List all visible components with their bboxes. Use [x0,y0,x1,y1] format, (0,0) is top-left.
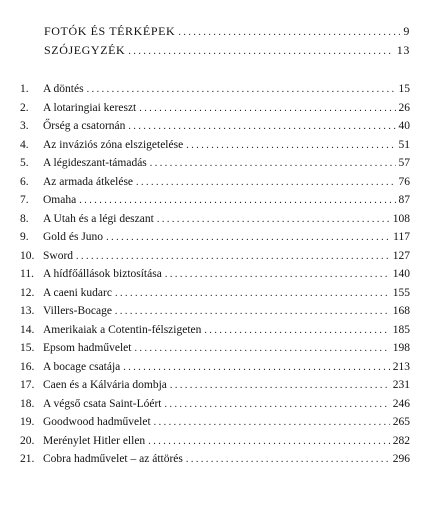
chapter-title: Amerikaiak a Cotentin-félszigeten [43,323,202,336]
chapter-page: 168 [392,305,410,317]
dot-leader [134,341,389,357]
dot-leader [164,397,389,413]
toc-chapter-row [20,118,410,134]
chapter-number: 21. [20,453,35,465]
chapter-title: Gold és Juno [43,231,104,243]
chapter-number: 13. [20,305,35,317]
chapter-page: 87 [398,194,410,206]
toc-chapter-row [20,248,410,264]
dot-leader [87,82,396,98]
chapter-number: 11. [20,268,34,280]
chapter-page: 282 [392,434,410,447]
toc-chapter-row [20,433,410,449]
toc-entry-title: SZÓJEGYZÉK [44,43,126,57]
chapter-number: 1. [20,83,29,95]
chapter-number: 12. [20,286,35,299]
toc-chapter-row [20,303,410,319]
toc-entry-glossary [44,42,410,58]
chapter-page: 246 [392,397,410,410]
chapter-title: Caen és a Kálvária dombja [43,379,167,391]
chapter-number: 16. [20,360,35,373]
toc-chapter-row [20,192,410,208]
chapter-number: 8. [20,212,29,225]
chapter-number: 6. [20,175,29,188]
chapter-page: 26 [398,101,410,114]
dot-leader [186,452,390,468]
chapter-title: Epsom hadművelet [43,342,132,354]
dot-leader [170,378,390,394]
toc-entry-page: 9 [403,24,410,38]
toc-chapter-row [20,174,410,190]
chapter-title: A hídfőállások biztosítása [43,268,162,280]
toc-chapter-row [20,396,410,412]
dot-leader [79,193,395,209]
chapter-title: Merénylet Hitler ellen [43,434,146,447]
dot-leader [157,212,390,228]
toc-chapter-row [20,211,410,227]
chapter-page: 213 [392,360,410,373]
dot-leader [150,156,396,172]
chapter-number: 17. [20,379,35,391]
dot-leader [186,138,395,154]
dot-leader [204,323,389,339]
chapter-page: 265 [392,416,410,428]
chapter-number: 20. [20,434,35,447]
chapter-number: 3. [20,120,29,132]
chapter-number: 15. [20,342,35,354]
chapter-number: 9. [20,231,29,243]
toc-chapter-row [20,451,410,467]
chapter-page: 40 [398,120,410,132]
chapter-page: 57 [398,157,410,169]
toc-chapter-row [20,137,410,153]
chapter-page: 117 [393,231,410,243]
toc-chapter-row [20,340,410,356]
chapter-title: A légideszant-támadás [43,157,147,169]
toc-chapter-row [20,322,410,338]
dot-leader [115,286,390,302]
dot-leader [178,25,400,41]
toc-chapter-row [20,285,410,301]
chapter-title: A döntés [43,83,84,95]
dot-leader [139,101,395,117]
toc-chapter-row [20,266,410,282]
chapter-page: 127 [392,249,410,262]
chapter-title: A bocage csatája [43,360,121,373]
dot-leader [128,44,393,60]
chapter-page: 198 [392,342,410,354]
dot-leader [123,360,389,376]
chapter-page: 108 [392,212,410,225]
toc-entry-title: FOTÓK ÉS TÉRKÉPEK [44,24,176,38]
chapter-number: 18. [20,397,35,410]
chapter-number: 10. [20,249,35,262]
chapter-title: Őrség a csatornán [43,120,126,132]
chapter-number: 2. [20,101,29,114]
chapter-page: 155 [392,286,410,299]
chapter-number: 5. [20,157,29,169]
chapter-title: Az inváziós zóna elszigetelése [43,138,184,151]
toc-chapter-row [20,377,410,393]
toc-chapter-row [20,81,410,97]
chapter-title: Az armada átkelése [43,175,134,188]
chapter-title: A Utah és a légi deszant [43,212,154,225]
toc-chapter-row [20,359,410,375]
chapter-number: 14. [20,323,35,336]
toc-entry-page: 13 [396,43,410,57]
chapter-title: A lotaringiai kereszt [43,101,137,114]
chapter-number: 7. [20,194,29,206]
chapter-number: 4. [20,138,29,151]
chapter-title: Goodwood hadművelet [43,416,151,428]
chapter-title: A végső csata Saint-Lóért [43,397,162,410]
toc-chapter-row [20,229,410,245]
chapter-title: Villers-Bocage [43,305,112,317]
dot-leader [115,304,390,320]
dot-leader [76,249,390,265]
chapter-page: 231 [392,379,410,391]
dot-leader [128,119,395,135]
chapter-number: 19. [20,416,35,428]
chapter-page: 76 [398,175,410,188]
toc-entry-photos-maps [44,23,410,39]
chapter-page: 185 [392,323,410,336]
chapter-title: Omaha [43,194,77,206]
toc-chapter-row [20,155,410,171]
dot-leader [106,230,390,246]
chapter-page: 15 [398,83,410,95]
chapter-page: 51 [398,138,410,151]
chapter-title: A caeni kudarc [43,286,112,299]
toc-chapter-row [20,414,410,430]
dot-leader [136,175,395,191]
dot-leader [148,434,390,450]
toc-chapter-row [20,100,410,116]
chapter-title: Sword [43,249,74,262]
chapter-page: 140 [392,268,410,280]
dot-leader [165,267,390,283]
dot-leader [154,415,390,431]
chapter-title: Cobra hadművelet – az áttörés [43,453,183,465]
chapter-page: 296 [392,453,410,465]
